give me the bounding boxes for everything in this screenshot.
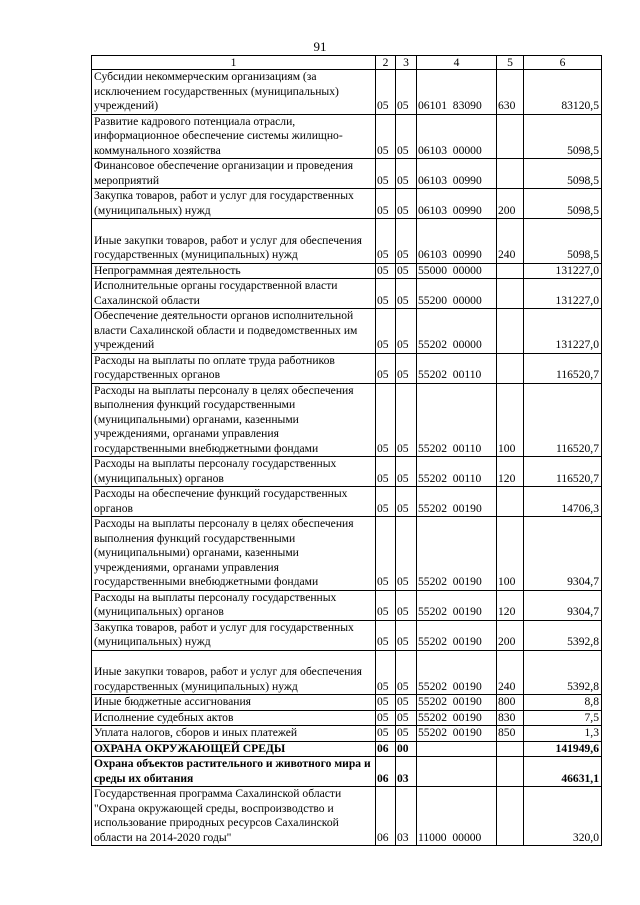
- row-expense-type: [497, 309, 524, 354]
- row-subsection: 05: [396, 353, 417, 383]
- row-section: 05: [376, 457, 396, 487]
- row-expense-type: [497, 741, 524, 757]
- row-target-article: 11000 00000: [417, 787, 497, 846]
- row-section: 05: [376, 309, 396, 354]
- row-name: Субсидии некоммерческим организациям (за исключением государственных (муниципальных) учреждений): [92, 70, 376, 115]
- header-cell-2: 2: [376, 56, 396, 70]
- row-name: Уплата налогов, сборов и иных платежей: [92, 726, 376, 742]
- row-target-article: 55202 00190: [417, 487, 497, 517]
- row-expense-type: 200: [497, 189, 524, 219]
- row-section: 05: [376, 189, 396, 219]
- row-target-article: 55202 00110: [417, 457, 497, 487]
- row-section: 05: [376, 353, 396, 383]
- row-name: Иные закупки товаров, работ и услуг для обеспечения государственных (муниципальных) нужд: [92, 650, 376, 695]
- row-section: 05: [376, 487, 396, 517]
- row-amount: 5392,8: [524, 650, 602, 695]
- row-amount: 9304,7: [524, 590, 602, 620]
- table-row: [92, 279, 602, 309]
- row-section: 05: [376, 159, 396, 189]
- row-expense-type: 240: [497, 219, 524, 264]
- row-amount: 8,8: [524, 695, 602, 711]
- table-row: [92, 263, 602, 279]
- row-amount: 14706,3: [524, 487, 602, 517]
- row-subsection: 05: [396, 219, 417, 264]
- row-amount: 131227,0: [524, 309, 602, 354]
- row-target-article: 55202 00190: [417, 695, 497, 711]
- row-target-article: 55202 00000: [417, 309, 497, 354]
- table-row: [92, 620, 602, 650]
- row-subsection: 03: [396, 787, 417, 846]
- row-subsection: 03: [396, 757, 417, 787]
- row-section: 05: [376, 726, 396, 742]
- row-amount: 131227,0: [524, 263, 602, 279]
- table-row: [92, 787, 602, 846]
- row-expense-type: 830: [497, 710, 524, 726]
- row-subsection: 05: [396, 309, 417, 354]
- row-subsection: 05: [396, 695, 417, 711]
- row-target-article: 55000 00000: [417, 263, 497, 279]
- row-subsection: 00: [396, 741, 417, 757]
- row-subsection: 05: [396, 263, 417, 279]
- row-amount: 5098,5: [524, 114, 602, 159]
- row-section: 05: [376, 590, 396, 620]
- row-amount: 131227,0: [524, 279, 602, 309]
- row-name: Обеспечение деятельности органов исполнительной власти Сахалинской области и подведомственных им учреждений: [92, 309, 376, 354]
- row-amount: 83120,5: [524, 70, 602, 115]
- table-row: [92, 353, 602, 383]
- row-name: Расходы на выплаты по оплате труда работников государственных органов: [92, 353, 376, 383]
- row-name: Расходы на выплаты персоналу государственных (муниципальных) органов: [92, 590, 376, 620]
- row-section: 05: [376, 383, 396, 457]
- row-amount: 116520,7: [524, 457, 602, 487]
- header-cell-5: 5: [497, 56, 524, 70]
- row-section: 05: [376, 114, 396, 159]
- row-expense-type: 120: [497, 457, 524, 487]
- row-amount: 116520,7: [524, 383, 602, 457]
- row-name: Расходы на выплаты персоналу в целях обеспечения выполнения функций государственными (муниципальными) органами, казенными учреждениями, органами управления государственными внебюджетными фондами: [92, 517, 376, 591]
- table-row: [92, 517, 602, 591]
- row-target-article: 55202 00110: [417, 353, 497, 383]
- row-name: Иные закупки товаров, работ и услуг для обеспечения государственных (муниципальных) нужд: [92, 219, 376, 264]
- table-row: [92, 457, 602, 487]
- row-expense-type: [497, 279, 524, 309]
- row-expense-type: 100: [497, 383, 524, 457]
- row-section: 05: [376, 70, 396, 115]
- table-row: [92, 741, 602, 757]
- row-name: Закупка товаров, работ и услуг для государственных (муниципальных) нужд: [92, 189, 376, 219]
- row-amount: 1,3: [524, 726, 602, 742]
- row-target-article: 06103 00990: [417, 159, 497, 189]
- row-name: Государственная программа Сахалинской области "Охрана окружающей среды, воспроизводство и использование природных ресурсов Сахалинской области на 2014-2020 годы": [92, 787, 376, 846]
- row-amount: 5098,5: [524, 219, 602, 264]
- row-subsection: 05: [396, 457, 417, 487]
- table-row: [92, 383, 602, 457]
- table-row: [92, 710, 602, 726]
- table-header-row: [92, 56, 602, 70]
- row-subsection: 05: [396, 487, 417, 517]
- row-target-article: 55202 00110: [417, 383, 497, 457]
- row-section: 06: [376, 757, 396, 787]
- row-subsection: 05: [396, 726, 417, 742]
- row-amount: 46631,1: [524, 757, 602, 787]
- row-target-article: [417, 757, 497, 787]
- row-amount: 116520,7: [524, 353, 602, 383]
- row-section: 05: [376, 517, 396, 591]
- row-target-article: 55202 00190: [417, 650, 497, 695]
- row-section: 05: [376, 620, 396, 650]
- row-expense-type: 850: [497, 726, 524, 742]
- row-subsection: 05: [396, 114, 417, 159]
- row-amount: 5098,5: [524, 159, 602, 189]
- table-row: [92, 189, 602, 219]
- row-section: 05: [376, 650, 396, 695]
- row-amount: 9304,7: [524, 517, 602, 591]
- row-subsection: 05: [396, 279, 417, 309]
- row-name: Исполнительные органы государственной власти Сахалинской области: [92, 279, 376, 309]
- row-target-article: 06103 00990: [417, 219, 497, 264]
- row-target-article: 55202 00190: [417, 710, 497, 726]
- row-expense-type: 200: [497, 620, 524, 650]
- row-amount: 7,5: [524, 710, 602, 726]
- row-name: Непрограммная деятельность: [92, 263, 376, 279]
- table-row: [92, 487, 602, 517]
- row-name: Финансовое обеспечение организации и проведения мероприятий: [92, 159, 376, 189]
- table-row: [92, 219, 602, 264]
- row-expense-type: [497, 353, 524, 383]
- row-name: Расходы на выплаты персоналу государственных (муниципальных) органов: [92, 457, 376, 487]
- row-expense-type: [497, 114, 524, 159]
- row-name: Расходы на обеспечение функций государственных органов: [92, 487, 376, 517]
- row-name: Развитие кадрового потенциала отрасли, информационное обеспечение системы жилищно-коммунального хозяйства: [92, 114, 376, 159]
- row-section: 05: [376, 710, 396, 726]
- row-section: 05: [376, 279, 396, 309]
- row-expense-type: 240: [497, 650, 524, 695]
- row-target-article: [417, 741, 497, 757]
- header-cell-6: 6: [524, 56, 602, 70]
- row-target-article: 06103 00990: [417, 189, 497, 219]
- row-subsection: 05: [396, 70, 417, 115]
- table-row: [92, 159, 602, 189]
- row-expense-type: [497, 159, 524, 189]
- row-expense-type: 100: [497, 517, 524, 591]
- row-name: Закупка товаров, работ и услуг для государственных (муниципальных) нужд: [92, 620, 376, 650]
- header-cell-4: 4: [417, 56, 497, 70]
- table-row: [92, 590, 602, 620]
- row-section: 05: [376, 695, 396, 711]
- table-row: [92, 726, 602, 742]
- row-subsection: 05: [396, 710, 417, 726]
- row-subsection: 05: [396, 650, 417, 695]
- row-name: Расходы на выплаты персоналу в целях обеспечения выполнения функций государственными (муниципальными) органами, казенными учреждениями, органами управления государственными внебюджетными фондами: [92, 383, 376, 457]
- row-target-article: 06101 83090: [417, 70, 497, 115]
- row-target-article: 55202 00190: [417, 517, 497, 591]
- budget-table: [91, 55, 602, 846]
- row-subsection: 05: [396, 189, 417, 219]
- header-cell-3: 3: [396, 56, 417, 70]
- row-name: Охрана объектов растительного и животного мира и среды их обитания: [92, 757, 376, 787]
- row-amount: 5392,8: [524, 620, 602, 650]
- table-row: [92, 309, 602, 354]
- table-row: [92, 70, 602, 115]
- row-section: 05: [376, 219, 396, 264]
- row-expense-type: [497, 263, 524, 279]
- row-subsection: 05: [396, 620, 417, 650]
- row-expense-type: 630: [497, 70, 524, 115]
- row-target-article: 55202 00190: [417, 726, 497, 742]
- row-expense-type: 800: [497, 695, 524, 711]
- row-expense-type: [497, 757, 524, 787]
- row-subsection: 05: [396, 383, 417, 457]
- row-expense-type: [497, 487, 524, 517]
- row-amount: 5098,5: [524, 189, 602, 219]
- row-name: Исполнение судебных актов: [92, 710, 376, 726]
- page-number: 91: [313, 39, 327, 54]
- table-row: [92, 650, 602, 695]
- row-name: Иные бюджетные ассигнования: [92, 695, 376, 711]
- row-expense-type: 120: [497, 590, 524, 620]
- row-subsection: 05: [396, 590, 417, 620]
- row-target-article: 06103 00000: [417, 114, 497, 159]
- row-target-article: 55200 00000: [417, 279, 497, 309]
- row-expense-type: [497, 787, 524, 846]
- row-amount: 320,0: [524, 787, 602, 846]
- row-section: 05: [376, 263, 396, 279]
- row-amount: 141949,6: [524, 741, 602, 757]
- row-target-article: 55202 00190: [417, 590, 497, 620]
- row-subsection: 05: [396, 517, 417, 591]
- row-name: ОХРАНА ОКРУЖАЮЩЕЙ СРЕДЫ: [92, 741, 376, 757]
- row-subsection: 05: [396, 159, 417, 189]
- row-section: 06: [376, 741, 396, 757]
- row-section: 06: [376, 787, 396, 846]
- header-cell-1: 1: [92, 56, 376, 70]
- row-target-article: 55202 00190: [417, 620, 497, 650]
- table-row: [92, 114, 602, 159]
- table-row: [92, 757, 602, 787]
- table-row: [92, 695, 602, 711]
